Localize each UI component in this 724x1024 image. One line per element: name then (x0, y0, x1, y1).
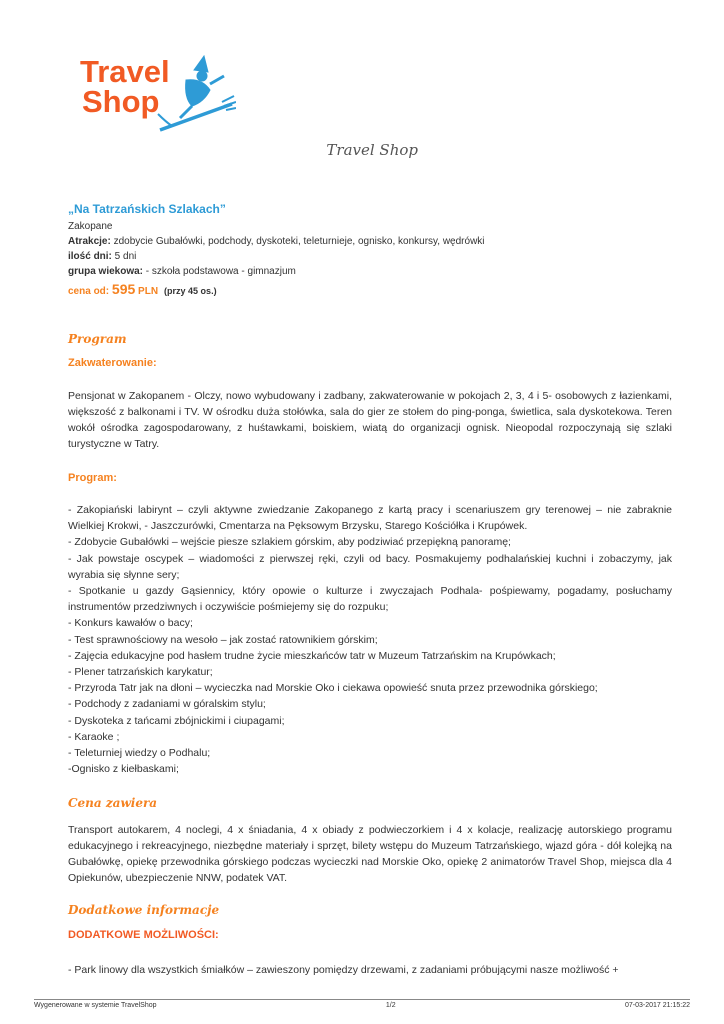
tour-attractions (68, 234, 672, 249)
footer-generated: Wygenerowane w systemie TravelShop (34, 1002, 157, 1009)
tour-location: Zakopane (68, 221, 113, 232)
list-item: - Zdobycie Gubałówki – wejście piesze szlakiem górskim, aby podziwiać przepiękną panoramę; (68, 536, 511, 549)
price-currency: PLN (135, 286, 159, 297)
tour-info (68, 202, 672, 300)
list-item: - Spotkanie u gazdy Gąsiennicy, który opowie o kulturze i zwyczajach Podhala- pośpiewamy, pogadamy, posłuchamy instrumentów przedziwnych i oczywiście pośmiejemy się do rozpuku; (68, 585, 672, 614)
list-item: - Zakopiański labirynt – czyli aktywne zwiedzanie Zakopanego z kartą pracy i scenariuszem gry terenowej – nie zabraknie Wielkiej Krokwi, - Jaszczurówki, Cmentarza na Pęksowym Brzysku, Starego Kościółka i Krupówek. (68, 504, 672, 533)
footer-timestamp: 07-03-2017 21:15:22 (624, 1002, 690, 1009)
days-label: ilość dni: (68, 251, 112, 262)
travel-shop-logo (76, 52, 236, 142)
list-item: - Plener tatrzańskich karykatur; (68, 666, 213, 679)
list-item: - Podchody z zadaniami w góralskim stylu; (68, 698, 266, 711)
list-item: - Test sprawnościowy na wesoło – jak zostać ratownikiem górskim; (68, 633, 378, 646)
site-title: Travel Shop (326, 141, 418, 159)
footer-page-number: 1/2 (385, 1002, 396, 1009)
program-list (68, 502, 672, 777)
tour-age-group (68, 264, 672, 279)
list-item: - Zajęcia edukacyjne pod hasłem trudne życie mieszkańców tatr w Muzeum Tatrzańskim na Krupówkach; (68, 649, 556, 662)
list-item: - Przyroda Tatr jak na dłoni – wycieczka nad Morskie Oko i ciekawa opowieść snuta przez przewodnika górskiego; (68, 682, 598, 695)
logo-line1: Travel (80, 54, 170, 89)
price-value: 595 (111, 281, 136, 297)
accommodation-text: Pensjonat w Zakopanem - Olczy, nowo wybudowany i zadbany, zakwaterowanie w pokojach 2, 3, 4 i 5- osobowych z łazienkami, większość z balkonami i TV. W ośrodku duża stołówka, sala do gier ze stołem do ping-ponga, świetlica, sala dyskotekowa. Teren wokół ośrodka zagospodarowany, z huśtawkami, boiskiem, wiatą do organizacji ognisk. Nieopodal rozpoczynają się szlaki turystyczne w Tatry. (68, 390, 672, 450)
list-item: - Konkurs kawałów o bacy; (68, 617, 193, 630)
extra-info-text: - Park linowy dla wszystkich śmiałków – zawieszony pomiędzy drzewami, z zadaniami próbującymi nasze możliwość + (68, 964, 619, 976)
days-value: 5 dni (111, 251, 137, 262)
list-item: - Karaoke ; (68, 730, 120, 743)
extra-info-heading: Dodatkowe informacje (68, 903, 220, 917)
tour-days (68, 249, 672, 264)
logo-line2: Shop (82, 84, 160, 119)
tour-title: „Na Tatrzańskich Szlakach” (68, 202, 226, 216)
price-note: (przy 45 os.) (164, 286, 217, 296)
tour-price (68, 281, 672, 300)
witch-icon (158, 56, 236, 130)
age-label: grupa wiekowa: (68, 266, 144, 277)
list-item: - Teleturniej wiedzy o Podhalu; (68, 747, 211, 760)
extra-options-heading: DODATKOWE MOŻLIWOŚCI: (68, 929, 219, 941)
price-includes-heading: Cena zawiera (68, 796, 158, 810)
program-subheading: Program: (68, 472, 117, 484)
attractions-value: zdobycie Gubałówki, podchody, dyskoteki, teleturnieje, ognisko, konkursy, wędrówki (110, 236, 485, 247)
page-footer (34, 999, 690, 1009)
list-item: -Ognisko z kiełbaskami; (68, 763, 179, 776)
program-heading: Program (68, 332, 127, 346)
list-item: - Dyskoteka z tańcami zbójnickimi i ciupagami; (68, 714, 285, 727)
price-label: cena od: (68, 286, 112, 297)
attractions-label: Atrakcje: (68, 236, 111, 247)
list-item: - Jak powstaje oscypek – wiadomości z pierwszej ręki, czyli od bacy. Posmakujemy podhalańskiej kuchni i zobaczymy, jak wyrabia się słynne sery; (68, 552, 672, 581)
accommodation-heading: Zakwaterowanie: (68, 357, 157, 369)
age-value: - szkoła podstawowa - gimnazjum (143, 266, 296, 277)
price-includes-text: Transport autokarem, 4 noclegi, 4 x śniadania, 4 x obiady z podwieczorkiem i 4 x kolacje, realizację autorskiego programu edukacyjnego i rekreacyjnego, niezbędne materiały i sprzęt, bilety wstępu do Muzeum Tatrzańskiego, wjazd góra - dół kolejką na Gubałówkę, opiekę przewodnika górskiego podczas wycieczki nad Morskie Oko, opiekę 2 animatorów Travel Shop, miejsca dla 4 Opiekunów, ubezpieczenie NNW, podatek VAT. (68, 824, 672, 884)
